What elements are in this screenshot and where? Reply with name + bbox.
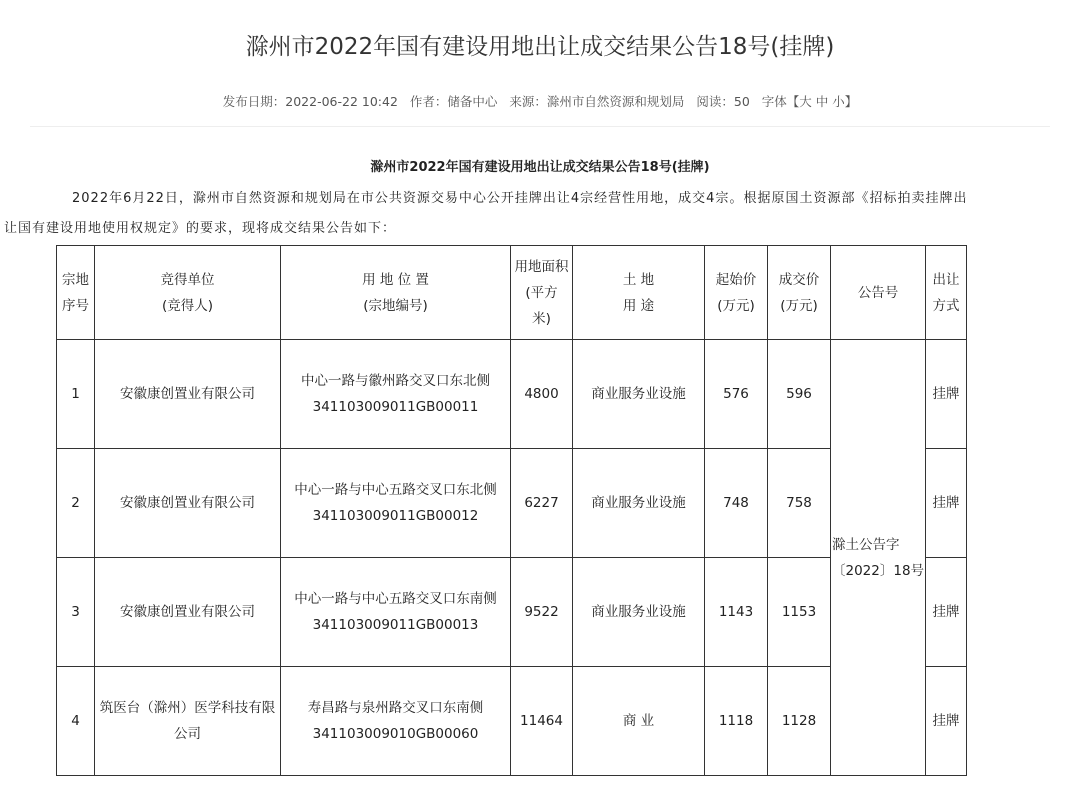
results-table [56, 245, 967, 776]
header-method: 出让 方式 [926, 246, 967, 340]
cell-notice: 滁土公告字〔2022〕18号 [831, 340, 926, 776]
publish-date: 发布日期：2022-06-22 10:42 [222, 94, 398, 109]
table-row [57, 449, 967, 558]
cell-start-price: 1143 [705, 558, 768, 667]
cell-winner: 安徽康创置业有限公司 [95, 449, 281, 558]
content-title: 滁州市2022年国有建设用地出让成交结果公告18号(挂牌) [370, 160, 710, 175]
cell-winner: 安徽康创置业有限公司 [95, 558, 281, 667]
header-deal-price: 成交价 (万元) [768, 246, 831, 340]
cell-use: 商 业 [573, 667, 705, 776]
table-row [57, 667, 967, 776]
table-row [57, 340, 967, 449]
intro-line-1: 2022年6月22日，滁州市自然资源和规划局在市公共资源交易中心公开挂牌出让4宗经营性用地，成交4宗。根据原国土资源部《招标拍卖挂牌出 [72, 191, 968, 206]
cell-area: 9522 [511, 558, 573, 667]
divider [30, 126, 1050, 127]
cell-area: 11464 [511, 667, 573, 776]
header-area: 用地面积 (平方 米) [511, 246, 573, 340]
cell-deal-price: 1153 [768, 558, 831, 667]
header-use: 土 地 用 途 [573, 246, 705, 340]
cell-method: 挂牌 [926, 558, 967, 667]
cell-use: 商业服务业设施 [573, 449, 705, 558]
cell-method: 挂牌 [926, 667, 967, 776]
cell-no: 3 [57, 558, 95, 667]
cell-use: 商业服务业设施 [573, 558, 705, 667]
intro-line-2: 让国有建设用地使用权规定》的要求，现将成交结果公告如下： [4, 221, 397, 236]
cell-location: 中心一路与中心五路交叉口东北侧 341103009011GB00012 [281, 449, 511, 558]
cell-location: 寿昌路与泉州路交叉口东南侧 341103009010GB00060 [281, 667, 511, 776]
cell-no: 1 [57, 340, 95, 449]
header-winner: 竞得单位 (竞得人) [95, 246, 281, 340]
cell-deal-price: 758 [768, 449, 831, 558]
cell-no: 4 [57, 667, 95, 776]
cell-start-price: 748 [705, 449, 768, 558]
cell-start-price: 576 [705, 340, 768, 449]
page-title: 滁州市2022年国有建设用地出让成交结果公告18号(挂牌) [245, 34, 835, 60]
author: 作者：储备中心 [409, 94, 498, 109]
cell-winner: 筑医台（滁州）医学科技有限公司 [95, 667, 281, 776]
table-row [57, 558, 967, 667]
source: 来源：滁州市自然资源和规划局 [509, 94, 685, 109]
table-header-row [57, 246, 967, 340]
cell-use: 商业服务业设施 [573, 340, 705, 449]
cell-start-price: 1118 [705, 667, 768, 776]
cell-location: 中心一路与徽州路交叉口东北侧 341103009011GB00011 [281, 340, 511, 449]
cell-location: 中心一路与中心五路交叉口东南侧 341103009011GB00013 [281, 558, 511, 667]
header-notice: 公告号 [831, 246, 926, 340]
header-start-price: 起始价 (万元) [705, 246, 768, 340]
view-count: 阅读：50 [696, 94, 750, 109]
cell-winner: 安徽康创置业有限公司 [95, 340, 281, 449]
cell-method: 挂牌 [926, 449, 967, 558]
cell-no: 2 [57, 449, 95, 558]
article-meta [0, 92, 1080, 110]
font-size-switch[interactable]: 字体【大 中 小】 [761, 94, 858, 109]
cell-area: 4800 [511, 340, 573, 449]
cell-method: 挂牌 [926, 340, 967, 449]
header-no: 宗地 序号 [57, 246, 95, 340]
cell-area: 6227 [511, 449, 573, 558]
cell-deal-price: 1128 [768, 667, 831, 776]
cell-deal-price: 596 [768, 340, 831, 449]
intro-paragraph [4, 184, 1056, 244]
header-location: 用 地 位 置 (宗地编号) [281, 246, 511, 340]
